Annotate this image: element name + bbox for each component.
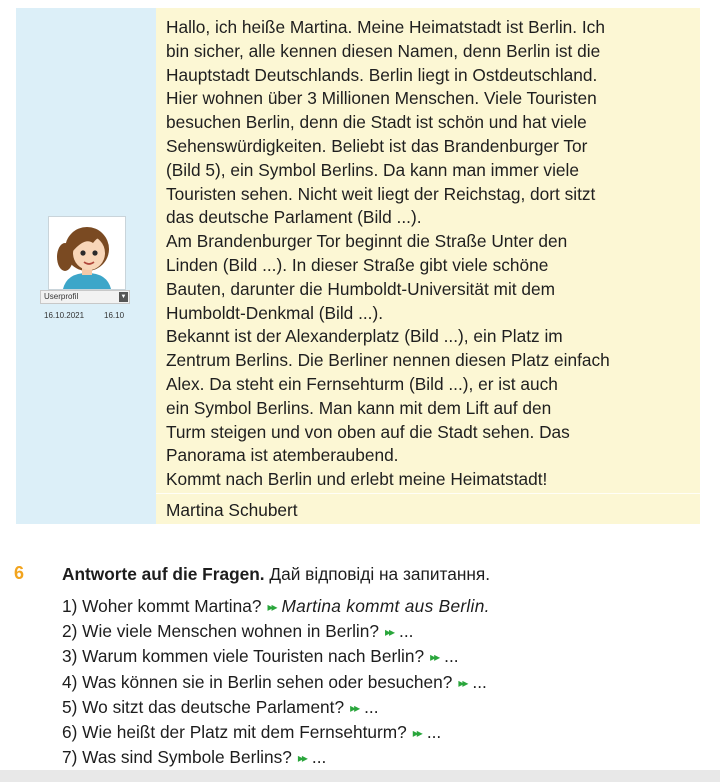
exercise-title: [62, 563, 490, 585]
letter-line: Kommt nach Berlin und erlebt meine Heimatstadt!: [166, 469, 548, 490]
double-arrow-icon: ▸▸: [412, 726, 421, 741]
question-text: 1) Woher kommt Martina?: [62, 596, 262, 616]
letter-line: Linden (Bild ...). In dieser Straße gibt viele schöne: [166, 254, 549, 275]
letter-line: Humboldt-Denkmal (Bild ...).: [166, 302, 384, 323]
question-text: 7) Was sind Symbole Berlins?: [62, 747, 292, 768]
question-text: 5) Wo sitzt das deutsche Parlament?: [62, 696, 345, 717]
answer-text: Martina kommt aus Berlin.: [281, 596, 490, 616]
answer-text: ...: [399, 621, 414, 642]
answer-text: ...: [364, 696, 379, 717]
exercise-number: 6: [14, 563, 25, 583]
letter-line: (Bild 5), ein Symbol Berlins. Da kann man immer viele: [166, 159, 579, 180]
answer-text: ...: [311, 747, 327, 768]
chevron-down-icon[interactable]: ▼: [120, 294, 127, 300]
question-item: [62, 720, 702, 745]
letter-line: Hallo, ich heiße Martina. Meine Heimatstadt ist Berlin. Ich: [166, 17, 605, 37]
letter-line: bin sicher, alle kennen diesen Namen, denn Berlin ist die: [166, 40, 601, 61]
question-text: 6) Wie heißt der Platz mit dem Fernsehturm?: [62, 722, 407, 743]
letter-line: Hier wohnen über 3 Millionen Menschen. Viele Touristen: [166, 88, 597, 109]
letter-signature: Martina Schubert: [166, 500, 298, 520]
answer-text: ...: [472, 671, 487, 692]
question-text: 3) Warum kommen viele Touristen nach Berlin?: [62, 646, 425, 667]
letter-line: Sehenswürdigkeiten. Beliebt ist das Brandenburger Tor: [166, 135, 588, 156]
double-arrow-icon: ▸▸: [267, 600, 276, 614]
letter-line: Turm steigen und von oben auf die Stadt sehen. Das: [166, 421, 570, 442]
double-arrow-icon: ▸▸: [430, 650, 439, 665]
answer-text: ...: [444, 646, 459, 667]
letter-line: Alex. Da steht ein Fernsehturm (Bild ...), er ist auch: [166, 373, 558, 394]
question-item: [62, 594, 702, 619]
double-arrow-icon: ▸▸: [458, 675, 467, 690]
letter-line: Zentrum Berlins. Die Berliner nennen diesen Platz einfach: [166, 350, 610, 371]
question-list: [62, 594, 702, 770]
letter-line: Bauten, darunter die Humboldt-Universität mit dem: [166, 278, 556, 299]
letter-line: das deutsche Parlament (Bild ...).: [166, 207, 422, 228]
letter-line: Hauptstadt Deutschlands. Berlin liegt in Ostdeutschland.: [166, 64, 598, 85]
answer-text: ...: [426, 722, 442, 743]
letter-line: besuchen Berlin, denn die Stadt ist schön und hat viele: [166, 112, 587, 133]
question-item: [62, 695, 702, 720]
letter-line: Touristen sehen. Nicht weit liegt der Reichstag, dort sitzt: [166, 183, 596, 204]
letter-line: Bekannt ist der Alexanderplatz (Bild ...), ein Platz im: [166, 326, 563, 347]
girl-avatar-icon: [49, 217, 125, 289]
double-arrow-icon: ▸▸: [297, 751, 306, 766]
profile-label: Userprofil: [44, 292, 79, 301]
exercise-title-german: Antworte auf die Fragen.: [62, 564, 265, 584]
double-arrow-icon: ▸▸: [350, 700, 359, 715]
bottom-strip: [0, 770, 720, 782]
question-item: [62, 745, 702, 770]
signature-divider: [156, 493, 700, 494]
question-text: 2) Wie viele Menschen wohnen in Berlin?: [62, 621, 379, 642]
user-profile-dropdown[interactable]: [40, 290, 130, 304]
double-arrow-icon: ▸▸: [385, 625, 394, 640]
question-item: [62, 644, 702, 669]
letter-text: [166, 16, 696, 492]
profile-date: 16.10.2021: [44, 311, 85, 320]
letter-line: ein Symbol Berlins. Man kann mit dem Lift auf den: [166, 397, 552, 418]
question-text: 4) Was können sie in Berlin sehen oder besuchen?: [62, 671, 453, 692]
profile-date-short: 16.10: [104, 311, 125, 320]
avatar: [48, 216, 126, 290]
question-item: [62, 670, 702, 695]
letter-line: Am Brandenburger Tor beginnt die Straße Unter den: [166, 231, 568, 252]
letter-line: Panorama ist atemberaubend.: [166, 445, 399, 466]
question-item: [62, 619, 702, 644]
exercise-title-ukrainian: Дай відповіді на запитання.: [269, 564, 491, 584]
